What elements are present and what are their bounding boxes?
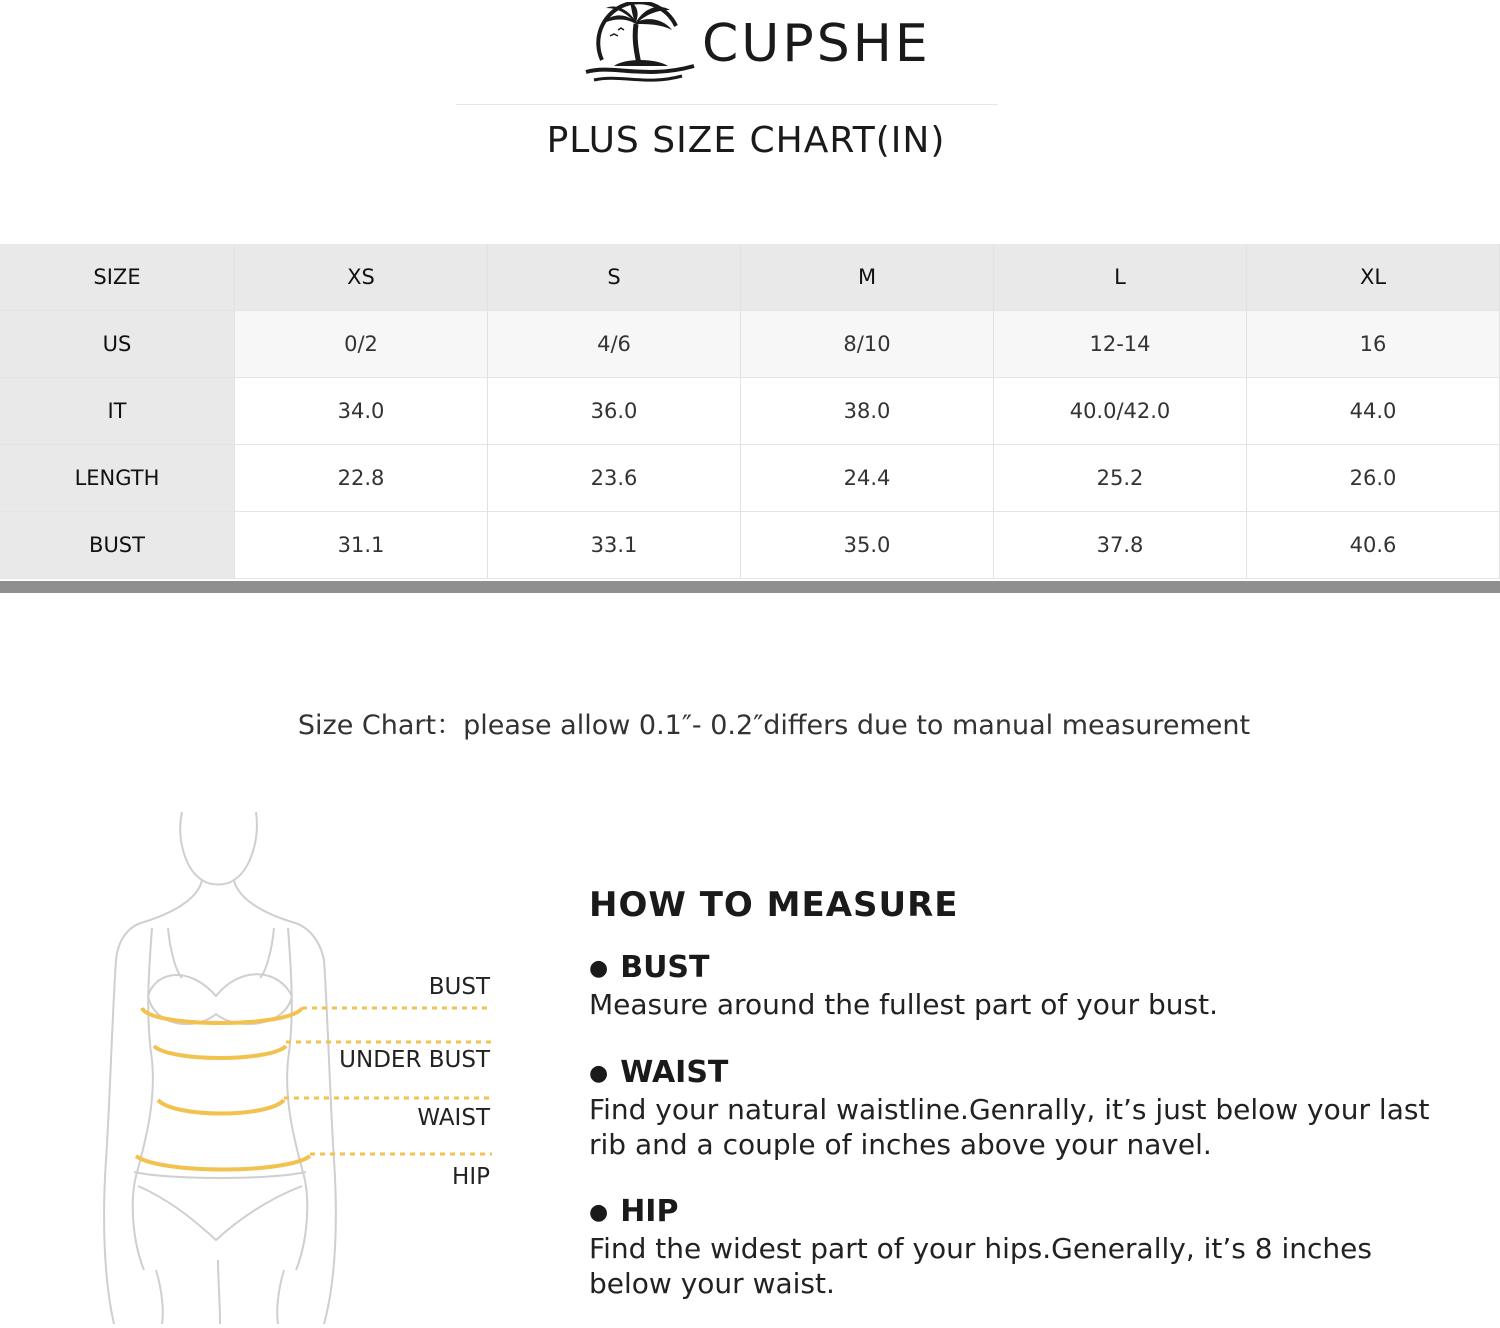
table-cell: 23.6 [488,445,741,512]
row-header-cell: US [0,311,235,378]
size-column-header: M [741,244,994,311]
row-header-cell: IT [0,378,235,445]
size-column-header: XL [1247,244,1500,311]
row-header-cell: LENGTH [0,445,235,512]
size-column-header: XS [235,244,488,311]
measure-text-line: Find your natural waistline.Genrally, it’s just below your last [589,1092,1430,1126]
table-header-row [0,244,1500,311]
table-cell: 16 [1247,311,1500,378]
measurement-note: Size Chart：please allow 0.1″- 0.2″differs due to manual measurement [297,710,1251,741]
measure-text-line: below your waist. [589,1266,835,1300]
palm-tree-island-icon [584,2,696,86]
brand-name: CUPSHE [702,14,931,74]
bullet-icon: ● [589,955,609,981]
table-cell: 4/6 [488,311,741,378]
label-bust: BUST [428,974,490,1000]
how-to-measure-title: HOW TO MEASURE [589,885,959,925]
measure-text-line: Measure around the fullest part of your bust. [589,987,1219,1021]
header [0,0,1500,200]
table-bottom-bar [0,581,1500,593]
table-cell: 35.0 [741,512,994,579]
label-under-bust: UNDER BUST [339,1047,490,1073]
measure-heading-label: BUST [620,950,710,985]
label-waist: WAIST [417,1105,490,1131]
measure-text-line: rib and a couple of inches above your navel. [589,1127,1212,1161]
table-cell: 25.2 [994,445,1247,512]
size-table [0,244,1500,579]
bullet-icon: ● [589,1199,609,1225]
table-cell: 8/10 [741,311,994,378]
table-cell: 34.0 [235,378,488,445]
label-hip: HIP [452,1164,490,1190]
measure-heading [589,950,1469,987]
table-cell: 44.0 [1247,378,1500,445]
table-cell: 40.6 [1247,512,1500,579]
measure-text-line: Find the widest part of your hips.Generally, it’s 8 inches [589,1231,1372,1265]
body-measurement-figure [90,800,510,1324]
chart-title: PLUS SIZE CHART(IN) [546,120,946,161]
table-row [0,311,1500,378]
row-header-cell: BUST [0,512,235,579]
how-to-measure [589,880,1469,1300]
measure-item-bust [589,950,1469,1022]
measure-heading [589,1194,1469,1231]
brand-logo [584,2,931,86]
table-corner-cell: SIZE [0,244,235,311]
table-cell: 37.8 [994,512,1247,579]
table-cell: 0/2 [235,311,488,378]
measure-heading [589,1055,1469,1092]
table-cell: 38.0 [741,378,994,445]
size-table-body [0,244,1500,579]
measure-heading-label: HIP [620,1194,679,1229]
table-row [0,512,1500,579]
size-column-header: L [994,244,1247,311]
table-cell: 36.0 [488,378,741,445]
table-cell: 26.0 [1247,445,1500,512]
header-divider [456,104,998,105]
table-row [0,378,1500,445]
table-cell: 12-14 [994,311,1247,378]
bullet-icon: ● [589,1060,609,1086]
table-cell: 31.1 [235,512,488,579]
table-cell: 40.0/42.0 [994,378,1247,445]
table-cell: 22.8 [235,445,488,512]
measure-item-waist [589,1055,1469,1162]
measure-item-hip [589,1194,1469,1301]
table-cell: 24.4 [741,445,994,512]
table-cell: 33.1 [488,512,741,579]
size-column-header: S [488,244,741,311]
table-row [0,445,1500,512]
measure-heading-label: WAIST [620,1055,729,1090]
